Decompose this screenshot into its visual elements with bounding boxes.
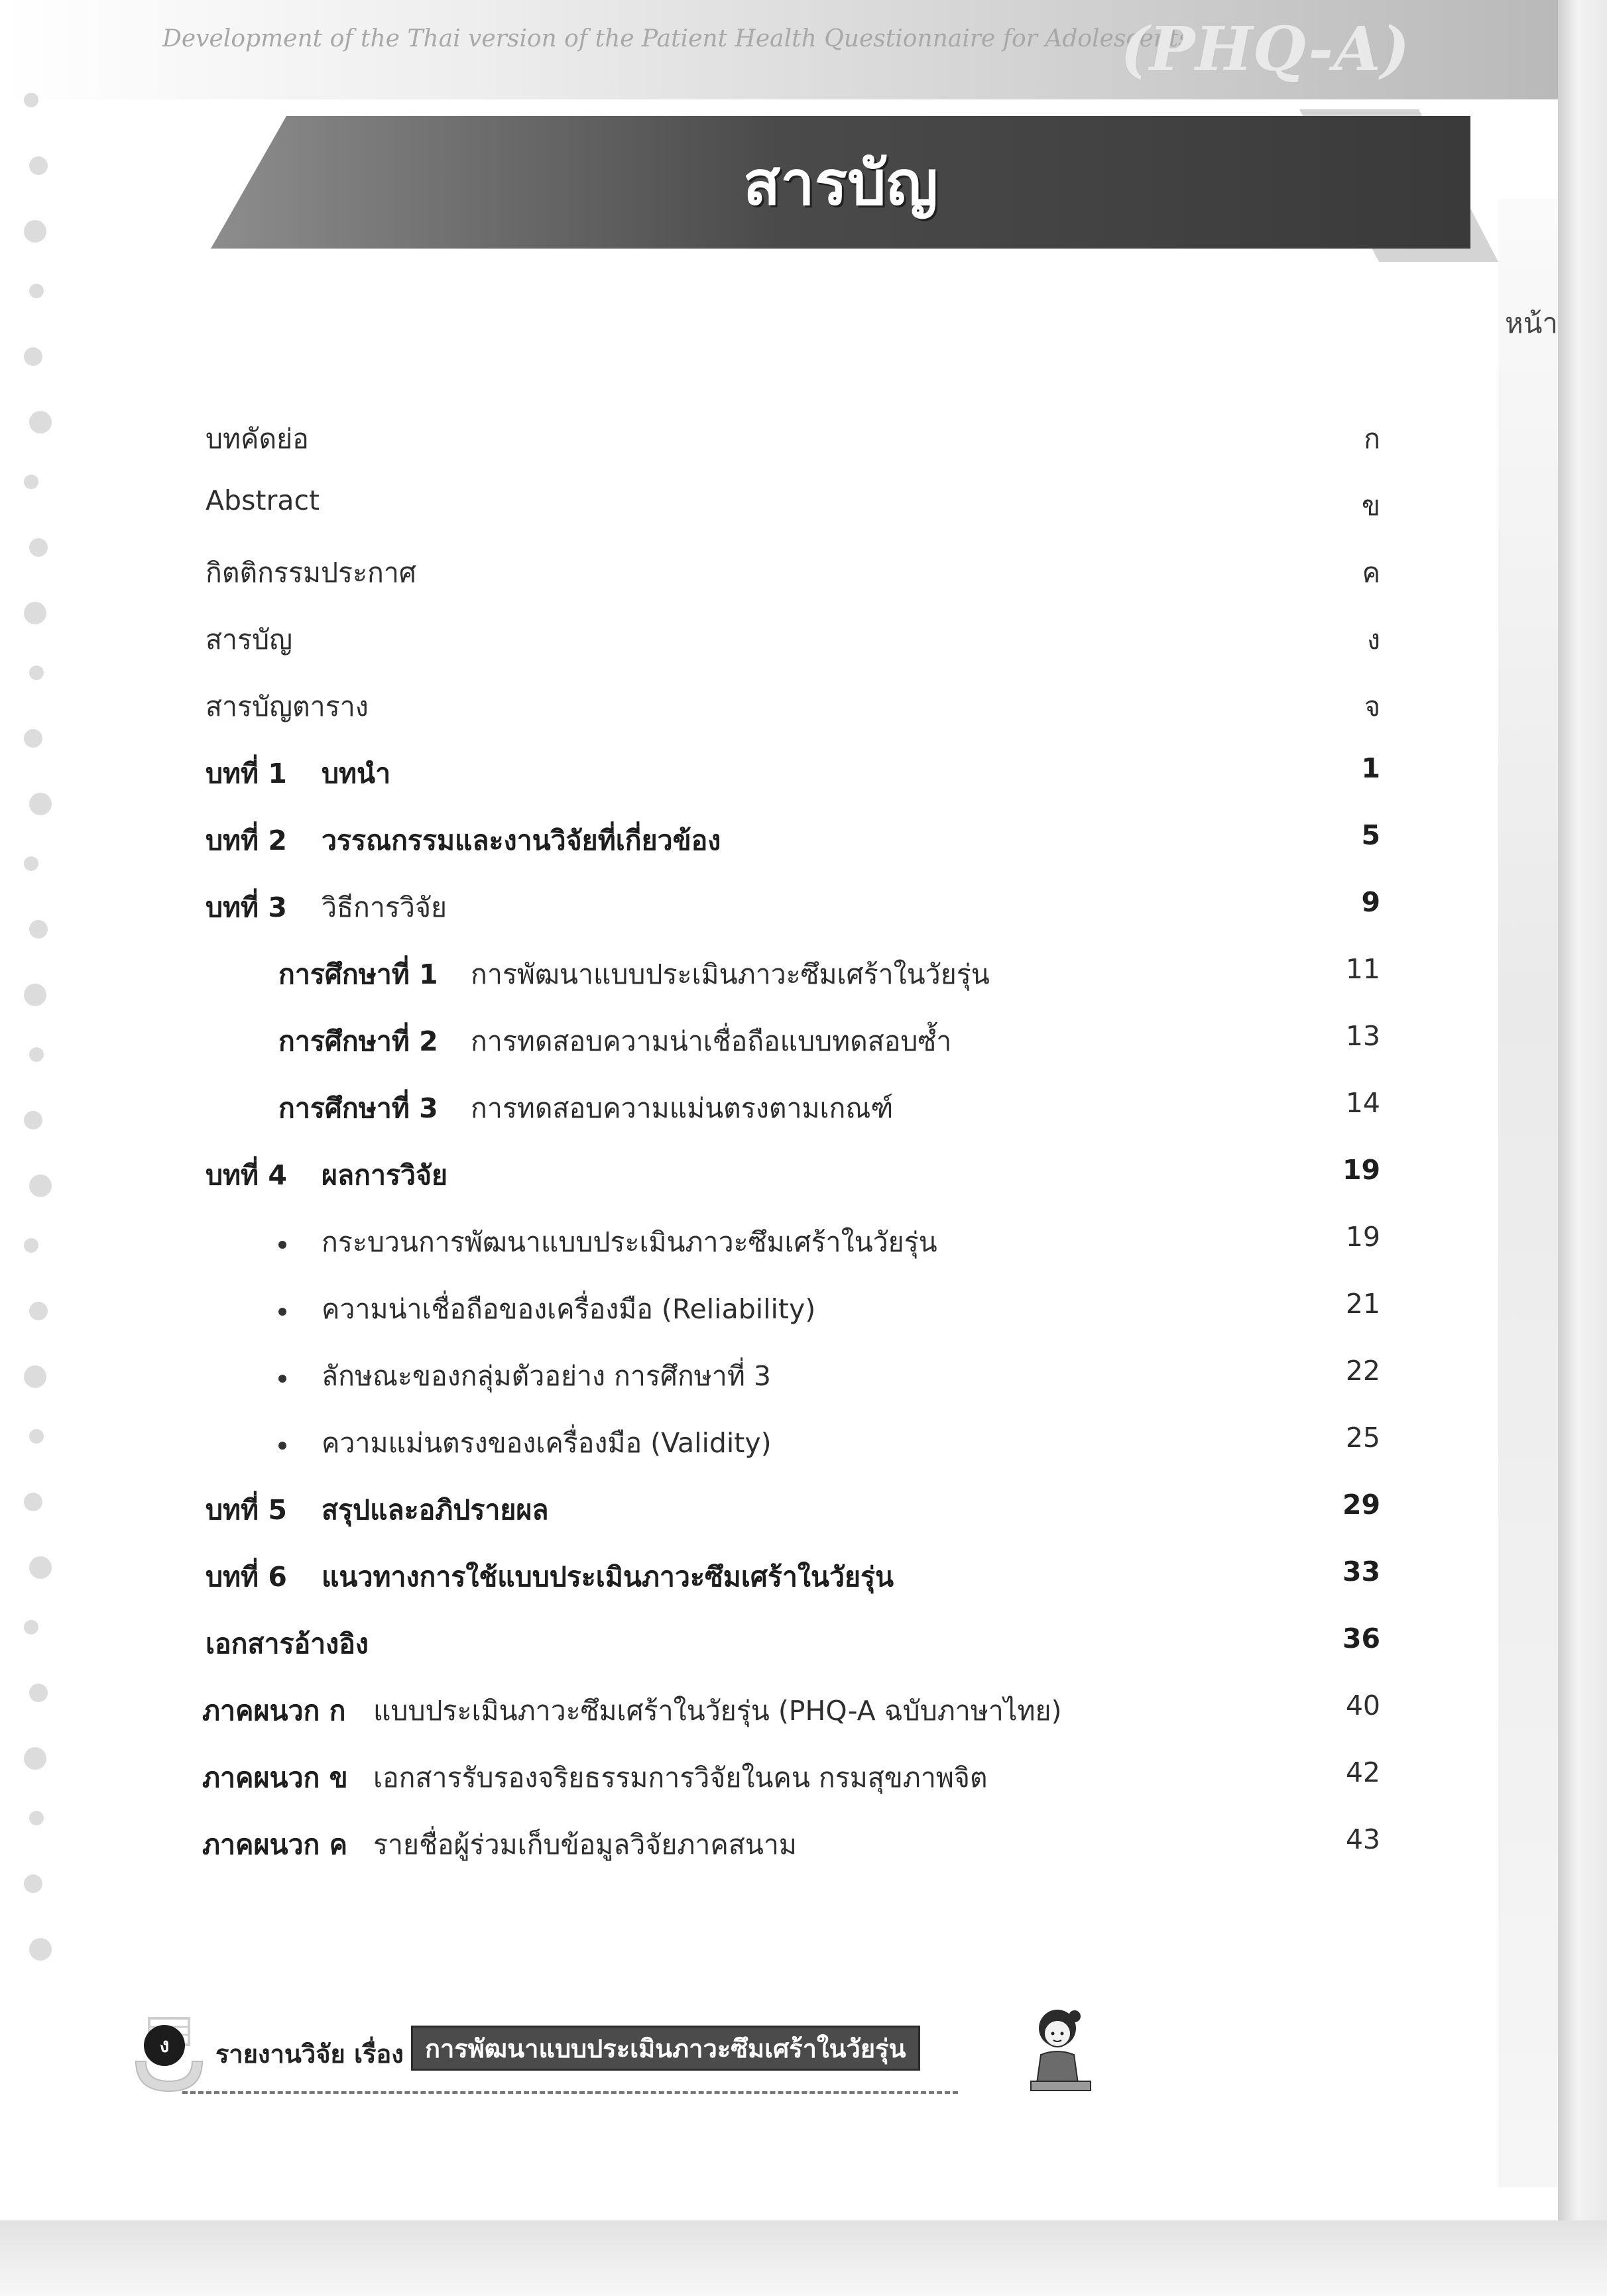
toc-entry-page: 5 xyxy=(1361,819,1380,851)
footer-label: รายงานวิจัย เรื่อง xyxy=(215,2039,404,2069)
running-header-text: Development of the Thai version of the Patient Health Questionnaire for Adolescents xyxy=(162,25,1191,52)
toc-entry-page: 29 xyxy=(1342,1489,1380,1521)
toc-entry-page: 42 xyxy=(1345,1756,1380,1788)
toc-entry-title: วิธีการวิจัย xyxy=(322,891,447,923)
toc-row xyxy=(0,1690,1558,1743)
toc-row xyxy=(0,819,1558,872)
toc-row xyxy=(0,1623,1558,1676)
toc-row xyxy=(0,1556,1558,1609)
running-header xyxy=(0,0,1558,99)
toc-entry-page: 11 xyxy=(1345,953,1380,985)
toc-row xyxy=(0,886,1558,939)
toc-entry-page: 19 xyxy=(1342,1154,1380,1186)
bullet-icon xyxy=(278,1241,286,1249)
margin-dot xyxy=(24,347,42,366)
toc-entry-title: การทดสอบความน่าเชื่อถือแบบทดสอบซ้ำ xyxy=(471,1025,952,1057)
toc-entry-page: 9 xyxy=(1361,886,1380,918)
margin-dot xyxy=(29,1938,52,1961)
toc-entry-title: แนวทางการใช้แบบประเมินภาวะซึมเศร้าในวัยรุ่น xyxy=(322,1561,894,1593)
toc-entry-page: จ xyxy=(1364,691,1380,722)
toc-entry-label: บทที่ 1 xyxy=(206,758,287,789)
toc-entry-label: สารบัญตาราง xyxy=(206,691,369,722)
toc-entry-page: 40 xyxy=(1345,1690,1380,1721)
toc-entry-label: สารบัญ xyxy=(206,624,293,656)
toc-entry-label: Abstract xyxy=(206,485,320,516)
margin-dot xyxy=(24,220,46,243)
toc-entry-title: ความแม่นตรงของเครื่องมือ (Validity) xyxy=(322,1427,772,1459)
toc-entry-page: 43 xyxy=(1345,1823,1380,1855)
toc-entry-label: ภาคผนวก ก xyxy=(202,1695,346,1727)
toc-row xyxy=(0,1288,1558,1341)
toc-entry-title: เอกสารรับรองจริยธรรมการวิจัยในคน กรมสุขภาพจิต xyxy=(373,1762,988,1794)
margin-dot xyxy=(29,284,44,298)
page-column-label: หน้า xyxy=(1505,307,1558,339)
toc-entry-label: การศึกษาที่ 1 xyxy=(278,958,438,990)
toc-entry-title: รายชื่อผู้ร่วมเก็บข้อมูลวิจัยภาคสนาม xyxy=(373,1829,797,1861)
toc-row xyxy=(0,1087,1558,1140)
reading-girl-illustration-icon xyxy=(1018,2002,1097,2101)
toc-entry-label: การศึกษาที่ 2 xyxy=(278,1025,438,1057)
toc-row xyxy=(0,1154,1558,1207)
toc-entry-page: 21 xyxy=(1345,1288,1380,1320)
toc-entry-label: ภาคผนวก ข xyxy=(202,1762,348,1794)
toc-entry-page: 25 xyxy=(1345,1422,1380,1454)
toc-entry-page: 33 xyxy=(1342,1556,1380,1587)
page-bottom-shadow xyxy=(0,2220,1607,2296)
toc-entry-title: ลักษณะของกลุ่มตัวอย่าง การศึกษาที่ 3 xyxy=(322,1360,771,1392)
toc-entry-label: บทคัดย่อ xyxy=(206,423,309,455)
toc-entry-page: 19 xyxy=(1345,1221,1380,1253)
toc-entry-title: สรุปและอภิปรายผล xyxy=(322,1494,549,1526)
footer-dashed-line xyxy=(182,2091,958,2094)
toc-entry-page: 13 xyxy=(1345,1020,1380,1052)
toc-entry-title: กระบวนการพัฒนาแบบประเมินภาวะซึมเศร้าในวัยรุ่น xyxy=(322,1226,937,1258)
toc-entry-label: บทที่ 5 xyxy=(206,1494,287,1526)
margin-dot xyxy=(24,1874,42,1893)
footer xyxy=(129,1988,991,2114)
toc-row xyxy=(0,551,1558,604)
bullet-icon xyxy=(278,1442,286,1450)
toc-row xyxy=(0,953,1558,1006)
toc-entry-title: ความน่าเชื่อถือของเครื่องมือ (Reliability) xyxy=(322,1293,816,1325)
toc-entry-label: กิตติกรรมประกาศ xyxy=(206,557,416,589)
bullet-icon xyxy=(278,1375,286,1383)
running-header-tag: (PHQ-A) xyxy=(1120,13,1410,85)
toc-entry-page: ข xyxy=(1361,490,1380,522)
toc-row xyxy=(0,1823,1558,1876)
page-title: สารบัญ xyxy=(743,147,938,219)
toc-entry-page: ก xyxy=(1364,423,1380,455)
toc-entry-page: ง xyxy=(1366,624,1380,656)
toc-entry-title: ผลการวิจัย xyxy=(322,1159,448,1191)
toc-entry-label: การศึกษาที่ 3 xyxy=(278,1092,438,1124)
toc-entry-title: บทนำ xyxy=(322,758,391,789)
toc-row xyxy=(0,1422,1558,1475)
toc-entry-page: ค xyxy=(1362,557,1380,589)
toc-entry-label: เอกสารอ้างอิง xyxy=(206,1628,369,1660)
toc-row xyxy=(0,685,1558,738)
toc-row xyxy=(0,1756,1558,1809)
margin-dot xyxy=(29,156,48,175)
toc-entry-title: วรรณกรรมและงานวิจัยที่เกี่ยวข้อง xyxy=(322,825,721,856)
toc-entry-label: ภาคผนวก ค xyxy=(202,1829,348,1861)
bullet-icon xyxy=(278,1308,286,1316)
toc-row xyxy=(0,752,1558,805)
toc-entry-label: บทที่ 2 xyxy=(206,825,287,856)
toc-entry-label: บทที่ 4 xyxy=(206,1159,287,1191)
toc-entry-page: 22 xyxy=(1345,1355,1380,1387)
toc-row xyxy=(0,418,1558,471)
toc-row xyxy=(0,1489,1558,1542)
toc-row xyxy=(0,1221,1558,1274)
toc-entry-title: การพัฒนาแบบประเมินภาวะซึมเศร้าในวัยรุ่น xyxy=(471,958,990,990)
toc-entry-page: 36 xyxy=(1342,1623,1380,1654)
toc-entry-label: บทที่ 6 xyxy=(206,1561,287,1593)
margin-dot xyxy=(24,93,38,107)
toc-entry-title: การทดสอบความแม่นตรงตามเกณฑ์ xyxy=(471,1092,894,1124)
footer-report-title: การพัฒนาแบบประเมินภาวะซึมเศร้าในวัยรุ่น xyxy=(411,2026,920,2071)
page-edge xyxy=(1558,0,1607,2296)
toc-entry-title: แบบประเมินภาวะซึมเศร้าในวัยรุ่น (PHQ-A ฉบับภาษาไทย) xyxy=(373,1695,1062,1727)
toc-row xyxy=(0,485,1558,538)
toc-entry-label: บทที่ 3 xyxy=(206,891,287,923)
toc-row xyxy=(0,618,1558,671)
toc-entry-page: 14 xyxy=(1345,1087,1380,1119)
toc-row xyxy=(0,1355,1558,1408)
toc-row xyxy=(0,1020,1558,1073)
footer-page-badge: ง xyxy=(144,2025,185,2066)
toc-entry-page: 1 xyxy=(1361,752,1380,784)
